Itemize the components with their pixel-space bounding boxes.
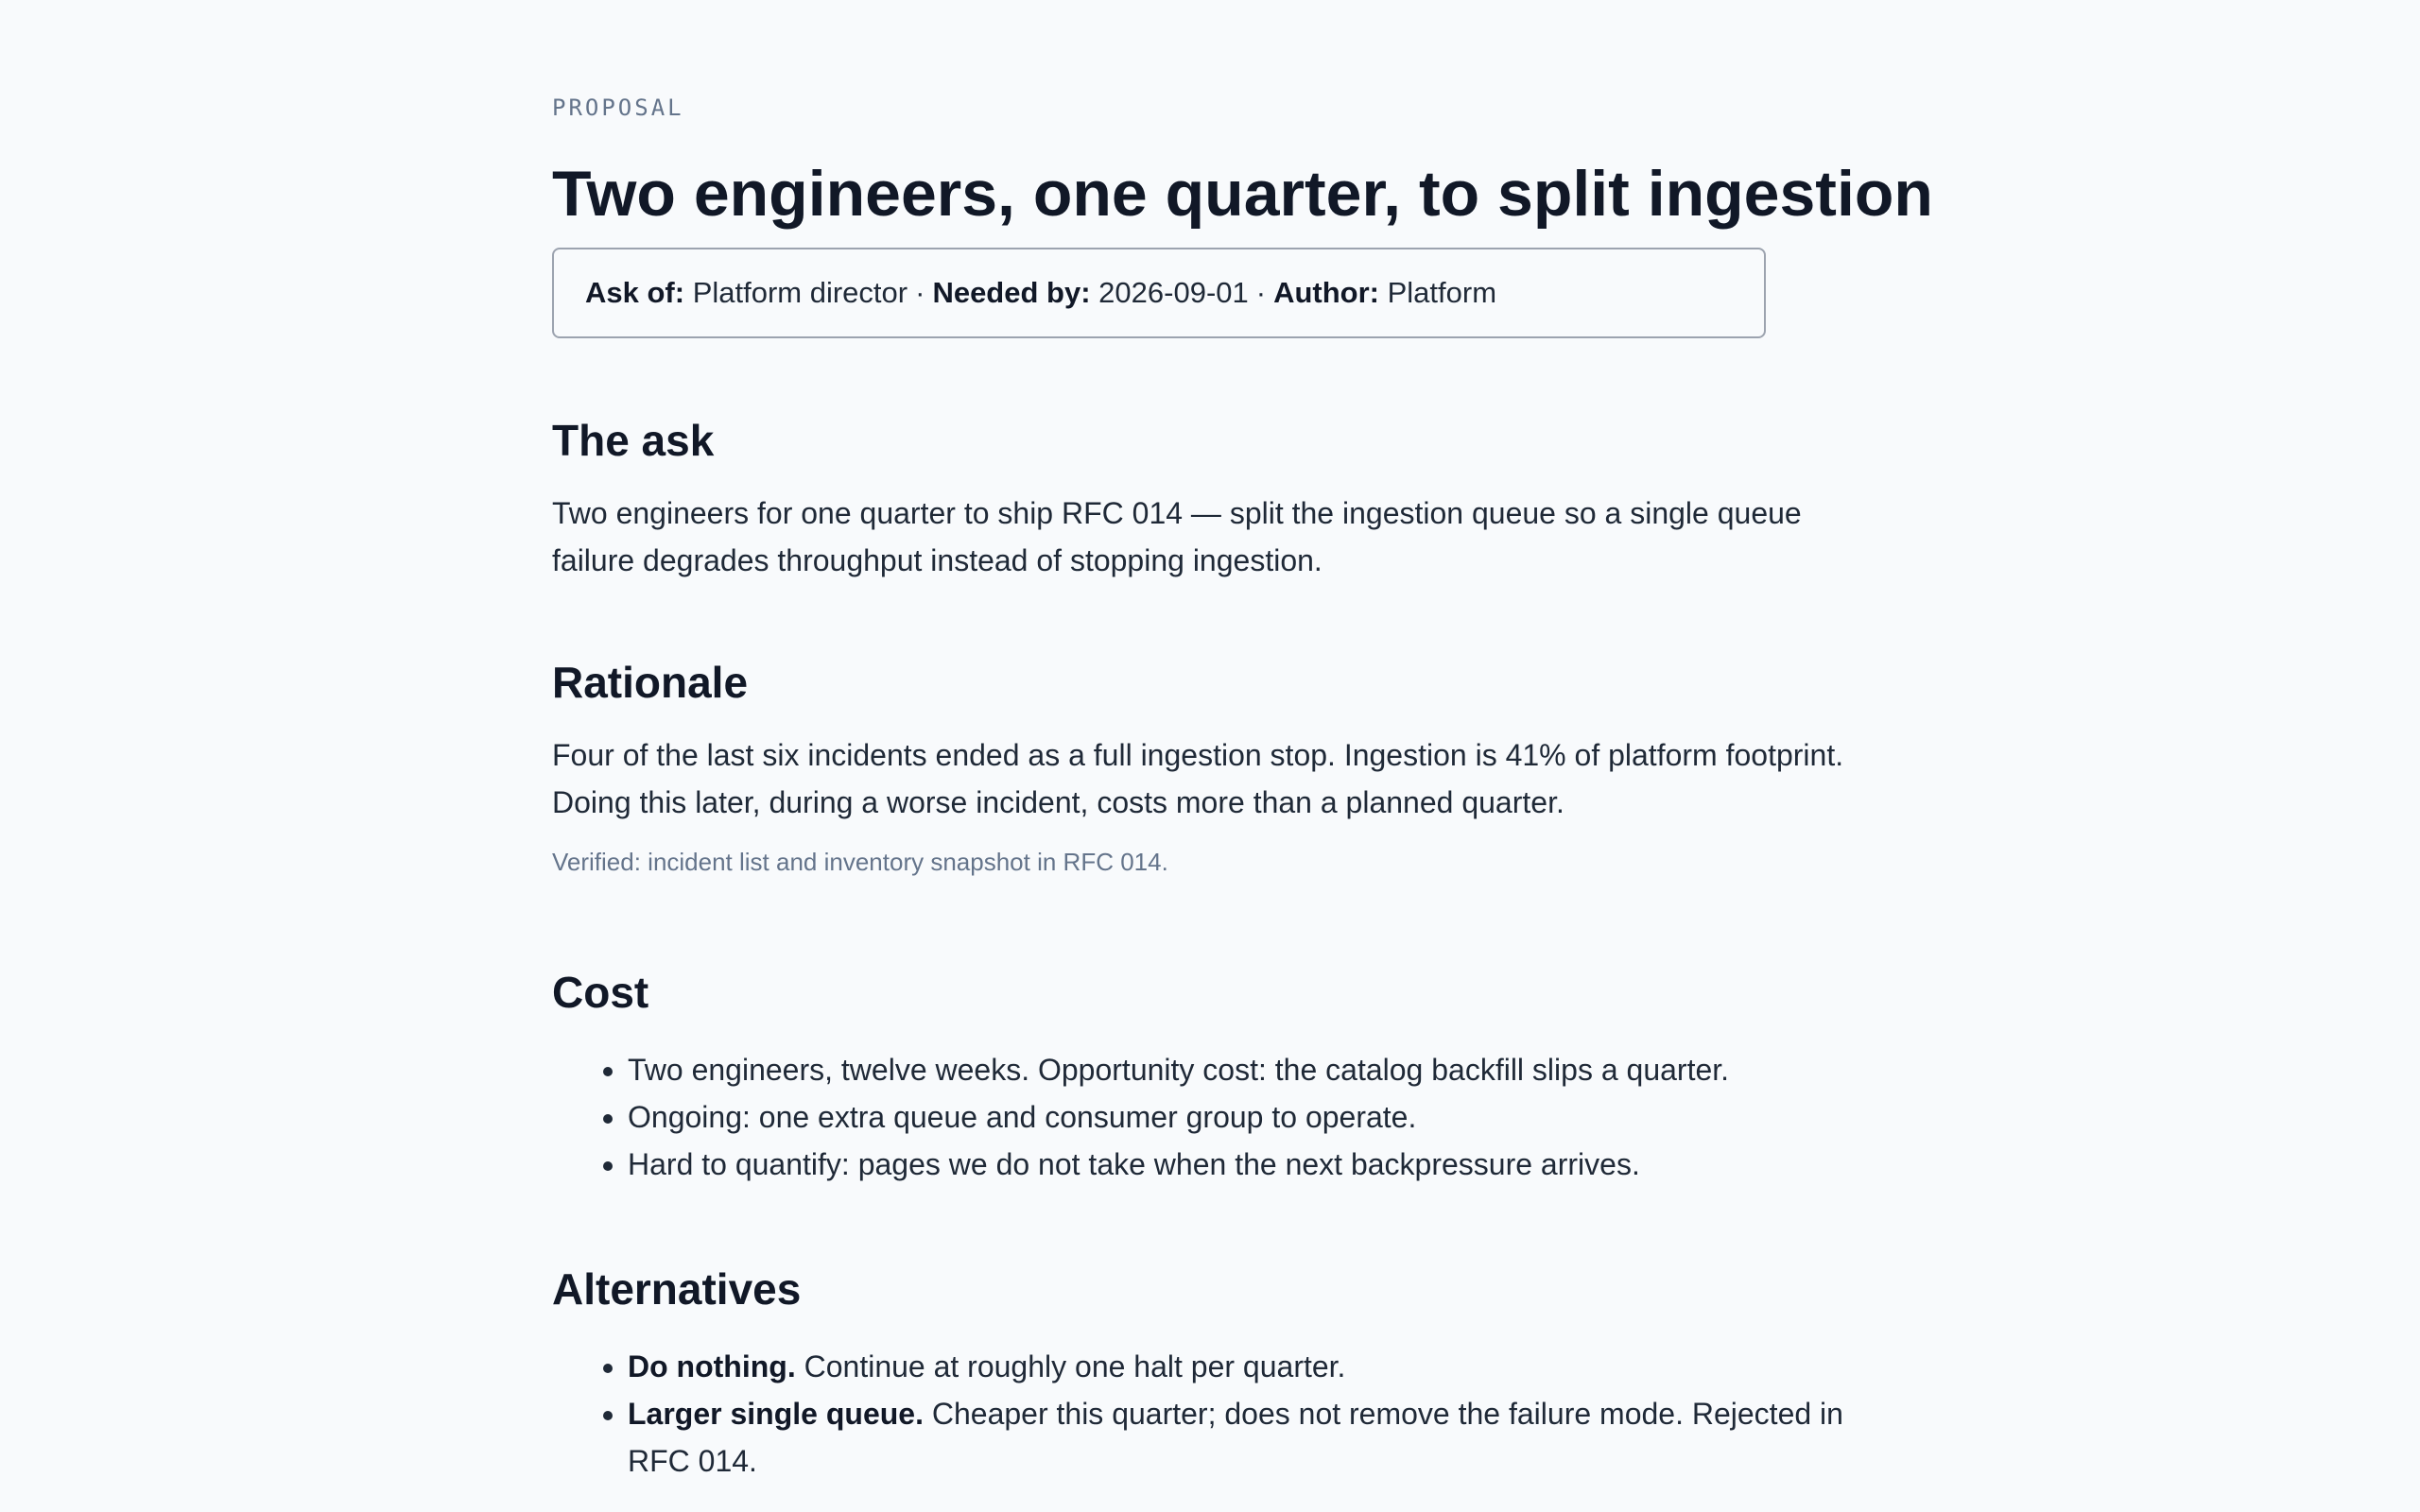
list-item: • Two engineers, twelve weeks. Opportunity cost: the catalog backfill slips a quarter. [628,1046,1857,1093]
section-alternatives [552,1261,1857,1485]
list-item [628,1390,1857,1485]
section-heading: The ask [552,416,715,465]
section-heading: Cost [552,968,649,1017]
author-label: Author: [1273,276,1379,309]
page-title: Two engineers, one quarter, to split ingestion [552,158,1933,230]
alternatives-list [552,1343,1857,1485]
ask-of-value: Platform director [692,276,908,309]
cost-list [552,1046,1857,1188]
list-item: • Hard to quantify: pages we do not take when the next backpressure arrives. [628,1141,1857,1188]
ask-of-label: Ask of: [585,276,685,309]
section-body: Four of the last six incidents ended as a full ingestion stop. Ingestion is 41% of platform footprint. Doing this later, during a worse incident, costs more than a planned quarter. [552,738,1844,819]
alternative-label: Do nothing. [628,1349,796,1383]
alternative-text: Continue at roughly one halt per quarter. [795,1349,1346,1383]
section-heading: Alternatives [552,1264,802,1314]
verification-note: Verified: incident list and inventory snapshot in RFC 014. [552,848,1168,876]
list-item: • Ongoing: one extra queue and consumer group to operate. [628,1093,1857,1141]
document-kicker: PROPOSAL [552,94,684,121]
needed-by-value: 2026-09-01 [1098,276,1249,309]
section-the-ask [552,412,1857,584]
section-heading: Rationale [552,658,749,707]
needed-by-label: Needed by: [932,276,1091,309]
meta-box [552,248,1766,338]
list-item [628,1343,1857,1390]
alternative-label: Larger single queue. [628,1397,924,1431]
meta-separator: · [1255,276,1267,309]
section-cost [552,964,1857,1188]
section-body: Two engineers for one quarter to ship RFC 014 — split the ingestion queue so a single queue failure degrades throughput instead of stopping ingestion. [552,496,1802,577]
alternative-text: Cheaper this quarter; does not remove the failure mode. Rejected in RFC 014. [628,1397,1843,1478]
section-rationale [552,654,1857,879]
author-value: Platform [1387,276,1497,309]
meta-separator: · [915,276,925,309]
